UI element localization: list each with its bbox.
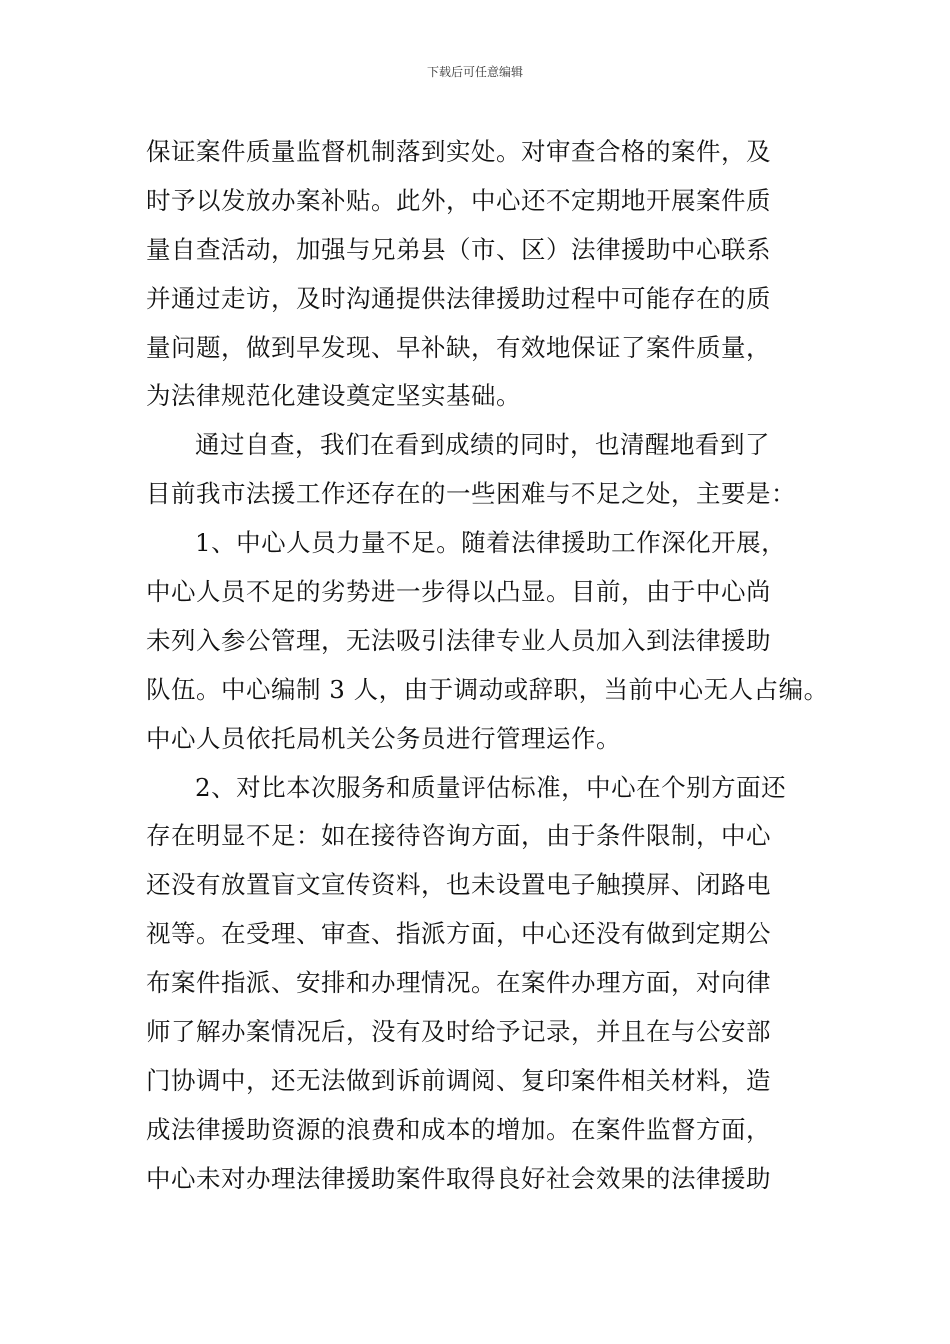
text-line: 保证案件质量监督机制落到实处。对审查合格的案件，及 xyxy=(146,137,771,166)
page-header: 下载后可任意编辑 xyxy=(426,65,523,79)
text-line: 门协调中，还无法做到诉前调阅、复印案件相关材料，造 xyxy=(146,1065,771,1095)
document-body xyxy=(146,128,829,1204)
text-line: 中心人员依托局机关公务员进行管理运作。 xyxy=(146,723,621,753)
text-line: 量自查活动，加强与兄弟县（市、区）法律援助中心联系 xyxy=(146,234,771,264)
text-line: 量问题，做到早发现、早补缺，有效地保证了案件质量， xyxy=(146,332,771,362)
text-line: 布案件指派、安排和办理情况。在案件办理方面，对向律 xyxy=(146,968,771,998)
text-line: 成法律援助资源的浪费和成本的增加。在案件监督方面， xyxy=(146,1114,771,1144)
text-line: 时予以发放办案补贴。此外，中心还不定期地开展案件质 xyxy=(146,185,771,215)
paragraph-first-line: 通过自查，我们在看到成绩的同时，也清醒地看到了 xyxy=(195,430,770,460)
text-line: 并通过走访，及时沟通提供法律援助过程中可能存在的质 xyxy=(146,283,771,313)
text-line: 队伍。中心编制 3 人，由于调动或辞职，当前中心无人占编。 xyxy=(146,674,829,704)
text-line: 视等。在受理、审查、指派方面，中心还没有做到定期公 xyxy=(146,919,771,949)
text-line: 未列入参公管理，无法吸引法律专业人员加入到法律援助 xyxy=(146,625,771,655)
text-line: 目前我市法援工作还存在的一些困难与不足之处，主要是： xyxy=(146,479,796,509)
text-line: 存在明显不足：如在接待咨询方面，由于条件限制，中心 xyxy=(146,821,771,851)
text-line: 还没有放置盲文宣传资料，也未设置电子触摸屏、闭路电 xyxy=(146,870,771,900)
paragraph-first-line: 2、对比本次服务和质量评估标准，中心在个别方面还 xyxy=(195,772,787,802)
paragraph-first-line: 1、中心人员力量不足。随着法律援助工作深化开展， xyxy=(195,528,787,558)
text-line: 师了解办案情况后，没有及时给予记录，并且在与公安部 xyxy=(146,1017,771,1047)
text-line: 中心未对办理法律援助案件取得良好社会效果的法律援助 xyxy=(146,1163,771,1193)
text-line: 中心人员不足的劣势进一步得以凸显。目前，由于中心尚 xyxy=(146,577,771,607)
text-line: 为法律规范化建设奠定坚实基础。 xyxy=(146,381,521,411)
